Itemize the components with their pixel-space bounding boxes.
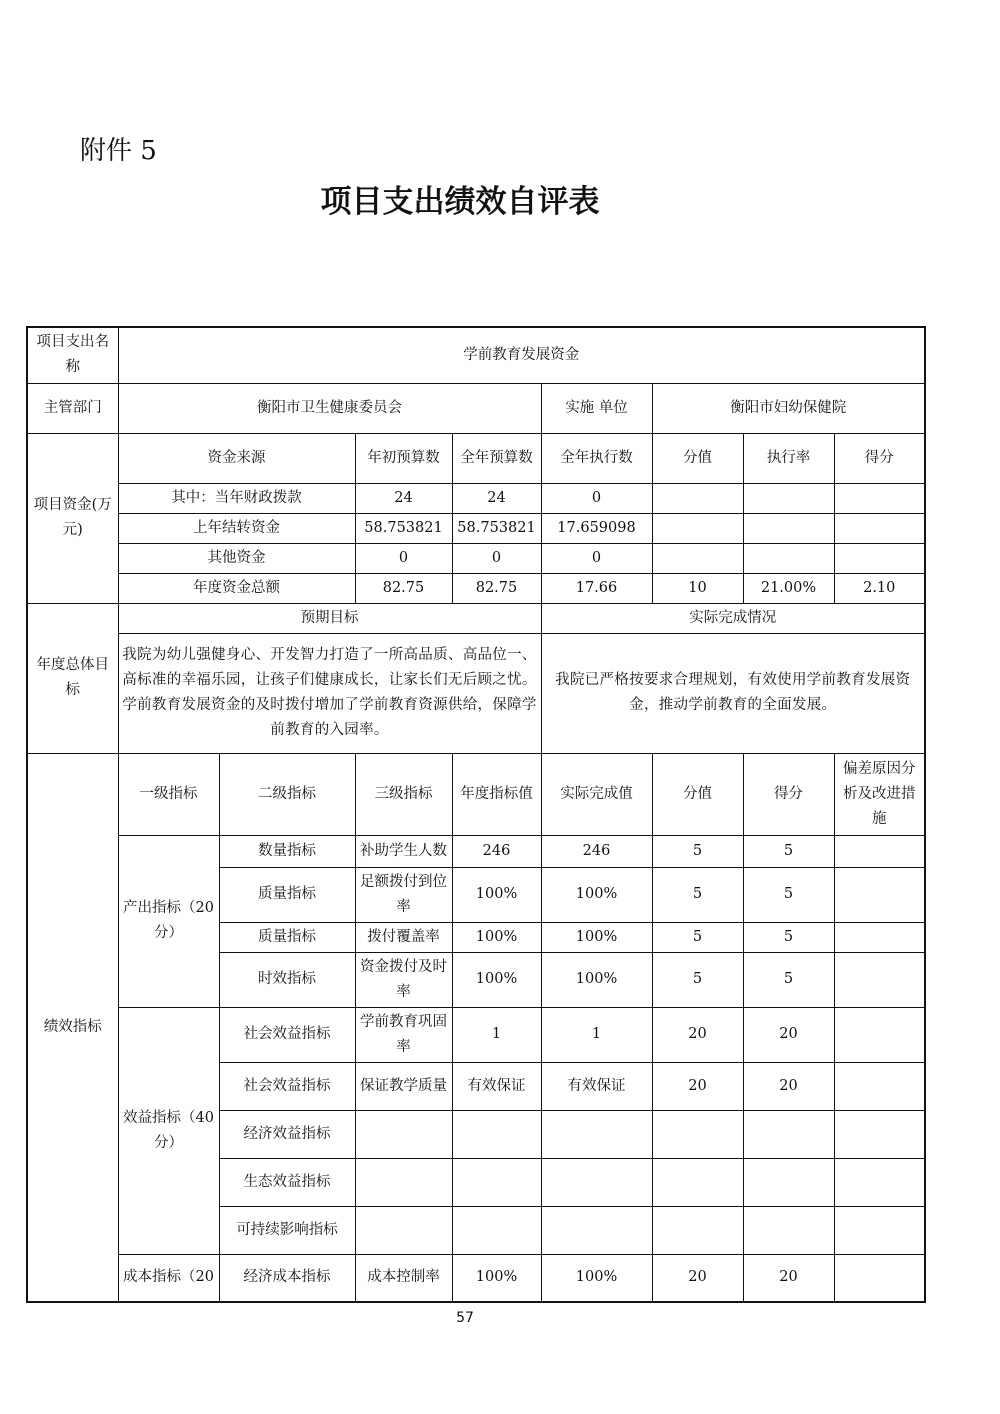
funds-cell: 0 <box>541 543 652 573</box>
perf-cell <box>834 922 925 952</box>
perf-cell <box>452 1110 541 1158</box>
perf-cell <box>452 1158 541 1206</box>
perf-cell: 资金拨付及时率 <box>355 952 452 1007</box>
perf-cell: 5 <box>652 867 743 922</box>
funds-header: 全年执行数 <box>541 433 652 483</box>
perf-header: 三级指标 <box>355 753 452 835</box>
perf-header: 二级指标 <box>219 753 355 835</box>
funds-cell: 17.66 <box>541 573 652 603</box>
perf-cell: 补助学生人数 <box>355 835 452 867</box>
funds-cell: 24 <box>452 483 541 513</box>
perf-cell <box>541 1206 652 1254</box>
perf-cell <box>355 1110 452 1158</box>
perf-cell: 经济成本指标 <box>219 1254 355 1302</box>
funds-cell: 82.75 <box>452 573 541 603</box>
expected-goal-text: 我院为幼儿强健身心、开发智力打造了一所高品质、高品位一、高标准的幸福乐园，让孩子们健康成长，让家长们无后顾之忧。学前教育发展资金的及时拨付增加了学前教育资源供给，保障学前教育的入园率。 <box>118 633 541 753</box>
perf-cell <box>834 1254 925 1302</box>
funds-cell: 17.659098 <box>541 513 652 543</box>
perf-cell: 质量指标 <box>219 922 355 952</box>
perf-cell <box>743 1158 834 1206</box>
funds-cell: 21.00% <box>743 573 834 603</box>
perf-cell: 1 <box>541 1007 652 1062</box>
perf-cell: 保证教学质量 <box>355 1062 452 1110</box>
perf-cell: 100% <box>452 922 541 952</box>
dept-label: 主管部门 <box>27 383 118 433</box>
perf-cell: 可持续影响指标 <box>219 1206 355 1254</box>
perf-cell: 5 <box>743 867 834 922</box>
funds-header: 年初预算数 <box>355 433 452 483</box>
perf-cell <box>834 835 925 867</box>
perf-cell <box>652 1158 743 1206</box>
funds-header: 执行率 <box>743 433 834 483</box>
perf-cell: 有效保证 <box>452 1062 541 1110</box>
funds-cell <box>743 483 834 513</box>
funds-header: 资金来源 <box>118 433 355 483</box>
actual-result-text: 我院已严格按要求合理规划，有效使用学前教育发展资金，推动学前教育的全面发展。 <box>541 633 925 753</box>
perf-cell: 社会效益指标 <box>219 1007 355 1062</box>
perf-cell <box>743 1110 834 1158</box>
impl-unit-value: 衡阳市妇幼保健院 <box>652 383 925 433</box>
perf-cell: 社会效益指标 <box>219 1062 355 1110</box>
funds-header: 全年预算数 <box>452 433 541 483</box>
funds-header: 得分 <box>834 433 925 483</box>
funds-cell: 0 <box>541 483 652 513</box>
perf-header: 偏差原因分析及改进措施 <box>834 753 925 835</box>
perf-cell <box>834 1206 925 1254</box>
perf-header: 实际完成值 <box>541 753 652 835</box>
perf-cell <box>355 1206 452 1254</box>
funds-cell: 0 <box>355 543 452 573</box>
perf-cell: 有效保证 <box>541 1062 652 1110</box>
perf-header: 一级指标 <box>118 753 219 835</box>
project-name-label: 项目支出名称 <box>27 327 118 383</box>
perf-cell <box>541 1158 652 1206</box>
performance-label: 绩效指标 <box>27 753 118 1302</box>
perf-cell: 5 <box>743 835 834 867</box>
perf-cell <box>652 1110 743 1158</box>
perf-cell: 100% <box>452 867 541 922</box>
perf-cell <box>834 1158 925 1206</box>
goals-label: 年度总体目标 <box>27 603 118 753</box>
perf-cell: 足额拨付到位率 <box>355 867 452 922</box>
perf-cell: 5 <box>652 952 743 1007</box>
perf-cell: 数量指标 <box>219 835 355 867</box>
funds-source: 年度资金总额 <box>118 573 355 603</box>
page-title: 项目支出绩效自评表 <box>320 184 600 220</box>
funds-cell: 82.75 <box>355 573 452 603</box>
perf-cell: 20 <box>652 1062 743 1110</box>
perf-cell <box>541 1110 652 1158</box>
output-indicator-label: 产出指标（20分） <box>118 835 219 1007</box>
benefit-indicator-label: 效益指标（40分） <box>118 1007 219 1254</box>
attachment-label: 附件 5 <box>80 136 157 166</box>
perf-cell <box>355 1158 452 1206</box>
cost-indicator-label: 成本指标（20 <box>118 1254 219 1302</box>
perf-cell: 100% <box>541 1254 652 1302</box>
perf-cell: 成本控制率 <box>355 1254 452 1302</box>
perf-cell: 5 <box>743 922 834 952</box>
impl-unit-label: 实施 单位 <box>541 383 652 433</box>
perf-cell: 时效指标 <box>219 952 355 1007</box>
perf-header: 年度指标值 <box>452 753 541 835</box>
perf-cell: 20 <box>743 1062 834 1110</box>
perf-cell: 20 <box>652 1254 743 1302</box>
perf-cell: 246 <box>452 835 541 867</box>
funds-cell <box>652 483 743 513</box>
funds-cell: 10 <box>652 573 743 603</box>
perf-cell: 5 <box>743 952 834 1007</box>
expected-goal-header: 预期目标 <box>118 603 541 633</box>
perf-cell: 100% <box>541 922 652 952</box>
funds-cell <box>652 543 743 573</box>
perf-cell: 100% <box>541 867 652 922</box>
perf-cell: 20 <box>743 1254 834 1302</box>
perf-cell: 20 <box>743 1007 834 1062</box>
perf-cell <box>743 1206 834 1254</box>
funds-cell <box>743 543 834 573</box>
perf-cell: 学前教育巩固率 <box>355 1007 452 1062</box>
funds-cell: 58.753821 <box>355 513 452 543</box>
perf-cell: 拨付覆盖率 <box>355 922 452 952</box>
project-name-value: 学前教育发展资金 <box>118 327 925 383</box>
perf-cell: 质量指标 <box>219 867 355 922</box>
perf-cell <box>652 1206 743 1254</box>
funds-source: 其中：当年财政拨款 <box>118 483 355 513</box>
page-number: 57 <box>456 1310 474 1326</box>
perf-header: 得分 <box>743 753 834 835</box>
funds-cell: 58.753821 <box>452 513 541 543</box>
funds-cell <box>743 513 834 543</box>
funds-cell: 2.10 <box>834 573 925 603</box>
perf-cell <box>834 952 925 1007</box>
funds-cell <box>834 513 925 543</box>
perf-cell: 1 <box>452 1007 541 1062</box>
funds-cell <box>834 543 925 573</box>
perf-cell <box>834 1062 925 1110</box>
perf-cell: 246 <box>541 835 652 867</box>
funds-header: 分值 <box>652 433 743 483</box>
perf-cell <box>834 867 925 922</box>
actual-result-header: 实际完成情况 <box>541 603 925 633</box>
funds-cell: 24 <box>355 483 452 513</box>
self-evaluation-table <box>26 326 926 1303</box>
perf-cell <box>834 1007 925 1062</box>
funds-cell <box>834 483 925 513</box>
perf-cell: 100% <box>452 952 541 1007</box>
perf-cell: 生态效益指标 <box>219 1158 355 1206</box>
funds-source: 上年结转资金 <box>118 513 355 543</box>
funds-cell: 0 <box>452 543 541 573</box>
perf-cell: 5 <box>652 835 743 867</box>
dept-value: 衡阳市卫生健康委员会 <box>118 383 541 433</box>
perf-cell <box>452 1206 541 1254</box>
funds-source: 其他资金 <box>118 543 355 573</box>
funds-label: 项目资金(万元) <box>27 433 118 603</box>
perf-cell: 经济效益指标 <box>219 1110 355 1158</box>
perf-header: 分值 <box>652 753 743 835</box>
perf-cell: 100% <box>452 1254 541 1302</box>
perf-cell: 20 <box>652 1007 743 1062</box>
funds-cell <box>652 513 743 543</box>
perf-cell <box>834 1110 925 1158</box>
perf-cell: 5 <box>652 922 743 952</box>
perf-cell: 100% <box>541 952 652 1007</box>
